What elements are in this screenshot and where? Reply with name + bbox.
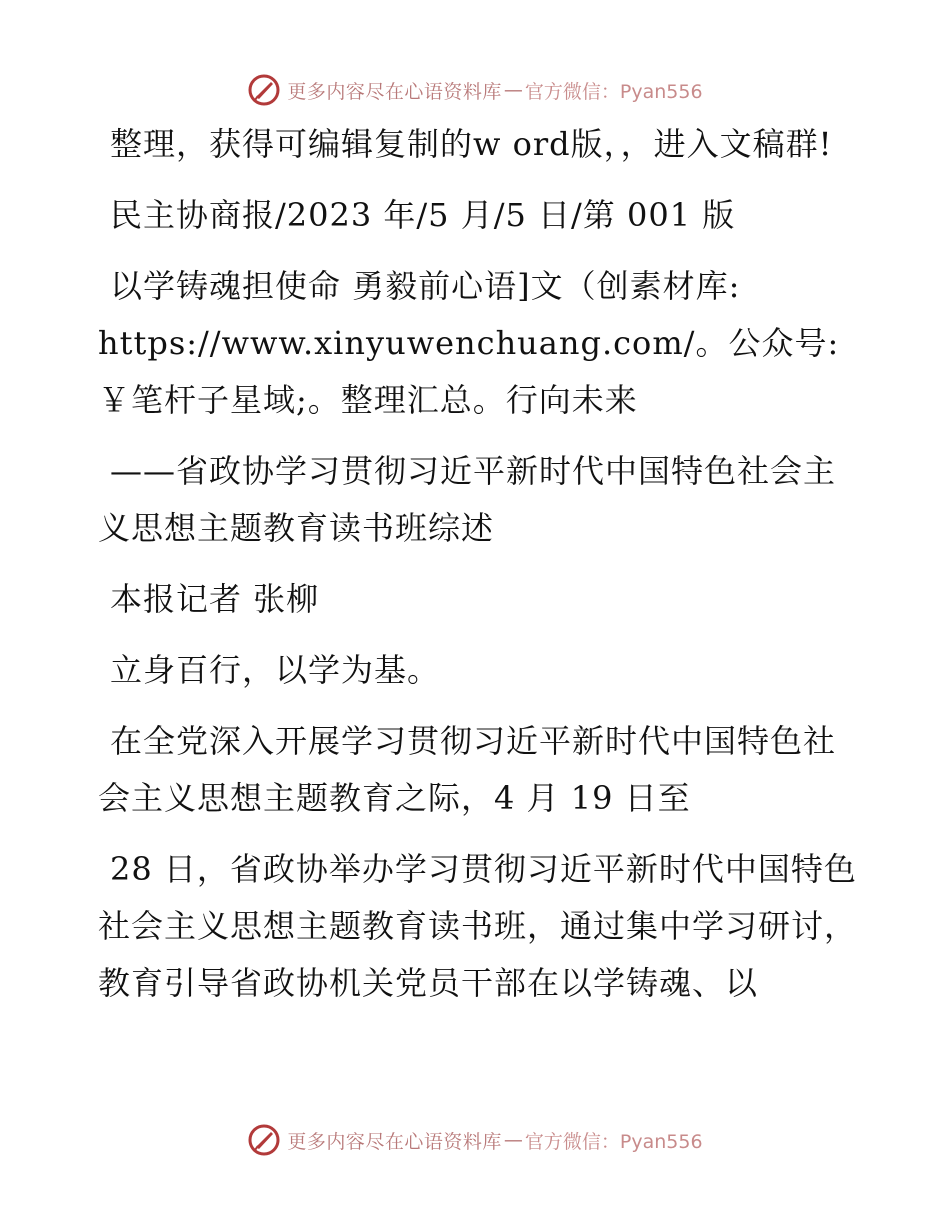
paragraph-body-1: 在全党深入开展学习贯彻习近平新时代中国特色社会主义思想主题教育之际，4 月 19 日至: [98, 722, 837, 817]
paragraph-body-2: 28 日，省政协举办学习贯彻习近平新时代中国特色社会主义思想主题教育读书班，通过集中学习研讨，教育引导省政协机关党员干部在以学铸魂、以: [98, 850, 858, 1002]
watermark-brand: 官方微信：Pyan556: [524, 80, 703, 103]
paragraph-lead: 立身百行，以学为基。: [110, 651, 441, 689]
footer-watermark: [0, 1120, 950, 1160]
watermark-separator: —: [503, 79, 523, 101]
feather-pen-logo-icon: [247, 1123, 281, 1157]
document-body: [98, 116, 858, 1026]
watermark-text: 更多内容尽在心语资料库: [287, 80, 502, 103]
paragraph-title: 以学铸魂担使命 勇毅前心语]文（创素材库: https://www.xinyuwenchuang.com/。公众号: ￥笔杆子星域;。整理汇总。行向未来: [98, 267, 840, 419]
paragraph-subtitle: ——省政协学习贯彻习近平新时代中国特色社会主义思想主题教育读书班综述: [98, 452, 837, 547]
feather-pen-logo-icon: [247, 73, 281, 107]
paragraph-byline: 本报记者 张柳: [110, 580, 320, 618]
watermark-brand: 官方微信：Pyan556: [524, 1130, 703, 1153]
header-watermark: [0, 70, 950, 110]
watermark-text: 更多内容尽在心语资料库: [287, 1130, 502, 1153]
paragraph-intro: 整理，获得可编辑复制的w ord版，，进入文稿群!: [110, 125, 833, 163]
paragraph-source: 民主协商报/2023 年/5 月/5 日/第 001 版: [110, 196, 736, 234]
watermark-separator: —: [503, 1129, 523, 1151]
